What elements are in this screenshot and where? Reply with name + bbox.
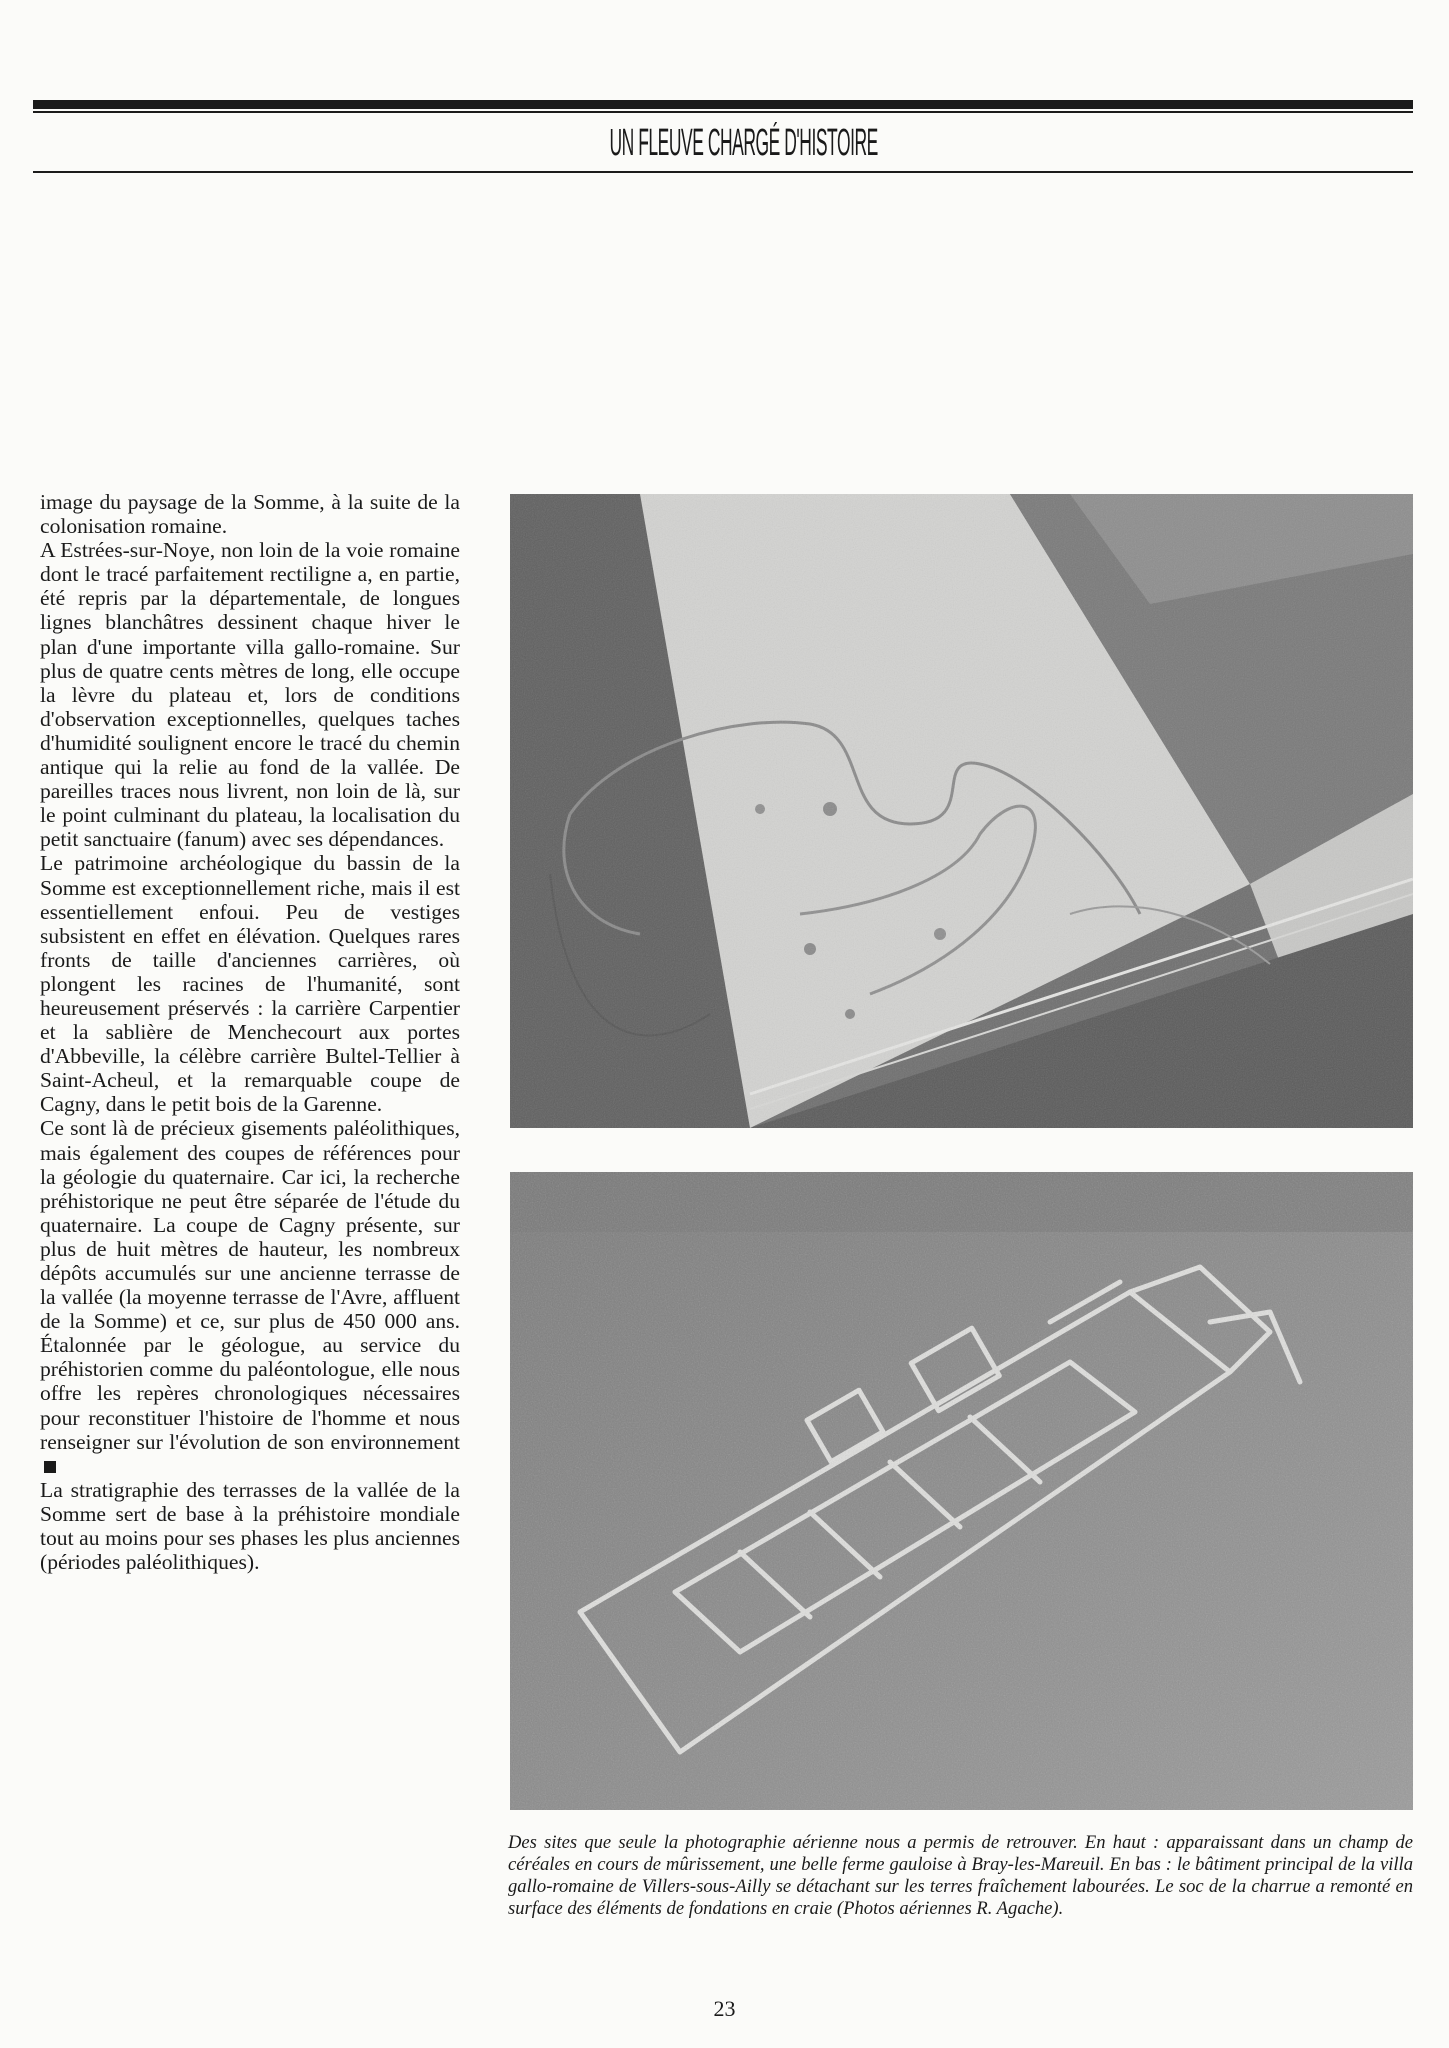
body-text-column [40, 490, 460, 1574]
paragraph-3: Le patrimoine archéologique du bassin de la Somme est exceptionnellement riche, mais il est essentiellement enfoui. Peu de vestiges subsistent en effet en élévation. Quelques rares fronts de taille d'anciennes carrières, où plongent les racines de l'humanité, sont heureusement préservés : la carrière Carpentier et la sablière de Menchecourt aux portes d'Abbeville, la célèbre carrière Bultel-Tellier à Saint-Acheul, et la remarquable coupe de Cagny, dans le petit bois de la Garenne. [40, 851, 460, 1117]
aerial-photo-top-image [510, 494, 1413, 1128]
paragraph-2: A Estrées-sur-Noye, non loin de la voie romaine dont le tracé parfaitement rectiligne a, en partie, été repris par la départementale, de longues lignes blanchâtres dessinent chaque hiver le plan d'une importante villa gallo-romaine. Sur plus de quatre cents mètres de long, elle occupe la lèvre du plateau et, lors de conditions d'observation exceptionnelles, quelques taches d'humidité soulignent encore le tracé du chemin antique qui la relie au fond de la vallée. De pareilles traces nous livrent, non loin de là, sur le point culminant du plateau, la localisation du petit sanctuaire (fanum) avec ses dépendances. [40, 538, 460, 852]
header-rule-thin [33, 111, 1413, 113]
paragraph-1: image du paysage de la Somme, à la suite de la colonisation romaine. [40, 490, 460, 539]
figure-caption: Des sites que seule la photographie aérienne nous a permis de retrouver. En haut : apparaissant dans un champ de céréales en cours de mûrissement, une belle ferme gauloise à Bray-les-Mareuil. En bas : le bâtiment principal de la villa gallo-romaine de Villers-sous-Ailly se détachant sur les terres fraîchement labourées. Le soc de la charrue a remonté en surface des éléments de fondations en craie (Photos aériennes R. Agache). [508, 1832, 1413, 1919]
end-of-section-mark [44, 1461, 56, 1473]
aerial-photo-bottom [510, 1172, 1413, 1810]
header-rule-thick [33, 100, 1413, 109]
aerial-photo-top [510, 494, 1413, 1128]
paragraph-5: La stratigraphie des terrasses de la vallée de la Somme sert de base à la préhistoire mondiale tout au moins pour ses phases les plus anciennes (périodes paléolithiques). [40, 1477, 460, 1575]
running-title: UN FLEUVE CHARGÉ D'HISTOIRE [609, 122, 878, 164]
paragraph-4 [40, 1116, 460, 1477]
paragraph-4-text: Ce sont là de précieux gisements paléolithiques, mais également des coupes de références pour la géologie du quaternaire. Car ici, la recherche préhistorique ne peut être séparée de l'étude du quaternaire. La coupe de Cagny présente, sur plus de huit mètres de hauteur, les nombreux dépôts accumulés sur une ancienne terrasse de la vallée (la moyenne terrasse de l'Avre, affluent de la Somme) et ce, sur plus de 450 000 ans. Étalonnée par le géologue, au service du préhistorien comme du paléontologue, elle nous offre les repères chronologiques nécessaires pour reconstituer l'histoire de l'homme et nous renseigner sur l'évolution de son environnement [40, 1116, 460, 1454]
aerial-photo-bottom-image [510, 1172, 1413, 1810]
header-rule-bottom [33, 171, 1413, 173]
page-number: 23 [713, 1996, 736, 2021]
